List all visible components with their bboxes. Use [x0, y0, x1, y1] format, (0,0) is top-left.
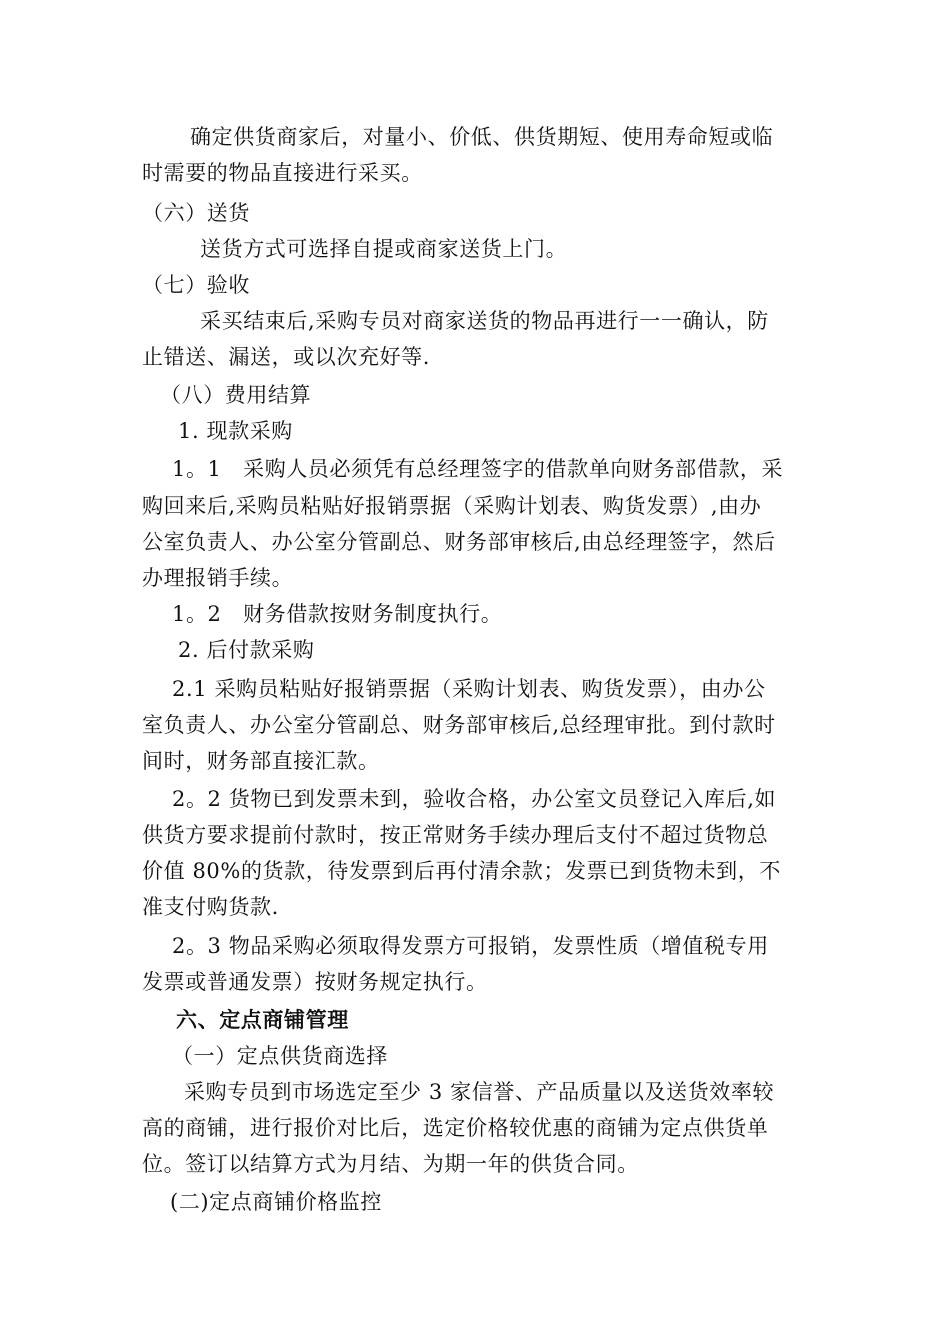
chapter-heading: 六、定点商铺管理	[176, 1007, 349, 1032]
text-line: 1。2 财务借款按财务制度执行。	[172, 602, 503, 626]
section-heading: (二)定点商铺价格监控	[170, 1190, 382, 1214]
text-line: 供货方要求提前付款时，按正常财务手续办理后支付不超过货物总	[142, 823, 769, 847]
text-line: 间时，财务部直接汇款。	[142, 749, 380, 773]
text-line: 价值 80%的货款，待发票到后再付清余款；发票已到货物未到，不	[142, 859, 781, 883]
section-heading: （七）验收	[142, 273, 250, 297]
text-line: 2。3 物品采购必须取得发票方可报销，发票性质（增值税专用	[172, 934, 769, 958]
text-line: 2。2 货物已到发票未到，验收合格，办公室文员登记入库后,如	[172, 787, 777, 811]
section-heading: （一）定点供货商选择	[172, 1044, 388, 1068]
subsection-heading: 1. 现款采购	[178, 419, 293, 443]
text-line: 位。签订以结算方式为月结、为期一年的供货合同。	[142, 1152, 639, 1176]
text-line: 采购专员到市场选定至少 3 家信誉、产品质量以及送货效率较	[184, 1080, 775, 1104]
text-line: 购回来后,采购员粘贴好报销票据（采购计划表、购货发票）,由办	[142, 494, 762, 518]
text-line: 高的商铺，进行报价对比后，选定价格较优惠的商铺为定点供货单	[142, 1116, 769, 1140]
text-line: 1。1 采购人员必须凭有总经理签字的借款单向财务部借款，采	[172, 457, 784, 481]
text-line: 采买结束后,采购专员对商家送货的物品再进行一一确认，防	[200, 309, 769, 333]
text-line: 准支付购货款.	[142, 895, 279, 919]
text-line: 发票或普通发票）按财务规定执行。	[142, 970, 488, 994]
text-line: 公室负责人、办公室分管副总、财务部审核后,由总经理签字，然后	[142, 530, 776, 554]
text-line: 送货方式可选择自提或商家送货上门。	[200, 237, 568, 261]
subsection-heading: 2. 后付款采购	[178, 638, 315, 662]
text-line: 时需要的物品直接进行采买。	[142, 161, 423, 185]
text-line: 确定供货商家后，对量小、价低、供货期短、使用寿命短或临	[190, 125, 774, 149]
text-line: 室负责人、办公室分管副总、财务部审核后,总经理审批。到付款时	[142, 713, 776, 737]
text-line: 止错送、漏送，或以次充好等.	[142, 345, 431, 369]
text-line: 办理报销手续。	[142, 566, 294, 590]
section-heading: （八）费用结算	[160, 383, 312, 407]
text-line: 2.1 采购员粘贴好报销票据（采购计划表、购货发票），由办公	[172, 677, 766, 701]
section-heading: （六）送货	[142, 201, 250, 225]
